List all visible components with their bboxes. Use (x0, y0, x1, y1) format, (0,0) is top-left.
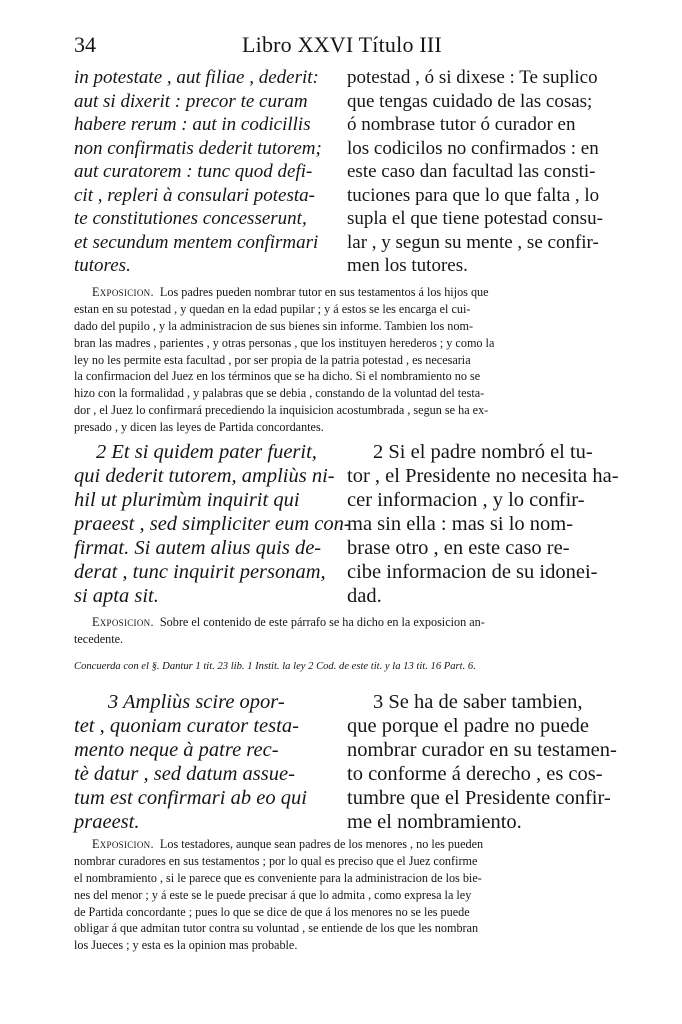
exposition-line: los Jueces ; y esta es la opinion mas probable. (74, 938, 298, 953)
exposition-line: estan en su potestad , y quedan en la edad pupilar ; y á estos se les encarga el cui- (74, 301, 471, 316)
latin-line: tutores. (74, 255, 131, 276)
latin-line: tè datur , sed datum assue- (74, 763, 295, 785)
exposition-line: el nombramiento , si le parece que es conveniente para la administracion de los bie- (74, 870, 482, 885)
exposition-line: Exposicion. Sobre el contenido de este párrafo se ha dicho en la exposicion an- (92, 615, 485, 629)
exposition-line: hizo con la formalidad , y palabras que se debia , constando de la voluntad del testa- (74, 386, 485, 401)
running-title: Libro XXVI Título III (242, 32, 442, 57)
exposition-line: tecedente. (74, 631, 124, 646)
exposition-line: la confirmacion del Juez en los términos que se ha dicho. Si el nombramiento no se (74, 369, 481, 384)
spanish-line: que porque el padre no puede (347, 715, 589, 737)
latin-column-section-3 (74, 690, 336, 834)
spanish-line: los codicilos no confirmados : en (347, 137, 599, 159)
spanish-line: cibe informacion de su idonei- (347, 561, 598, 583)
spanish-line: tumbre que el Presidente confir- (347, 787, 611, 809)
latin-line: derat , tunc inquirit personam, (74, 561, 326, 583)
exposition-section-2 (74, 614, 604, 648)
spanish-line: men los tutores. (347, 255, 468, 276)
exposition-label: Exposicion. (92, 837, 154, 851)
latin-line: in potestate , aut filiae , dederit: (74, 67, 319, 88)
latin-line: si apta sit. (74, 585, 159, 607)
concordance-note: Concuerda con el §. Dantur 1 tit. 23 lib. 1 Instit. la ley 2 Cod. de este tit. y la 13 tit. 16 Part. 6. (74, 661, 476, 672)
spanish-line: lar , y segun su mente , se confir- (347, 231, 599, 253)
exposition-section-1 (74, 284, 604, 436)
spanish-line: 3 Se ha de saber tambien, (373, 691, 583, 713)
spanish-line: nombrar curador en su testamen- (347, 739, 617, 761)
spanish-line: potestad , ó si dixese : Te suplico (347, 67, 598, 88)
exposition-line: Exposicion. Los testadores, aunque sean padres de los menores , no les pueden (92, 837, 484, 851)
exposition-line: ley no les permite esta facultad , por ser propia de la patria potestad , es necesaria (74, 352, 471, 367)
spanish-line: to conforme á derecho , es cos- (347, 763, 603, 785)
latin-line: praeest , sed simpliciter eum con- (74, 513, 351, 535)
exposition-label: Exposicion. (92, 285, 154, 299)
latin-line: te constitutiones concesserunt, (74, 208, 307, 229)
exposition-section-3 (74, 836, 604, 954)
spanish-line: que tengas cuidado de las cosas; (347, 90, 593, 112)
spanish-column-section-1 (347, 66, 607, 278)
latin-line: 2 Et si quidem pater fuerit, (96, 441, 317, 463)
exposition-label: Exposicion. (92, 615, 154, 629)
latin-line: et secundum mentem confirmari (74, 231, 319, 253)
exposition-line: de Partida concordante ; pues lo que se dice de que á los menores no se les puede (74, 904, 470, 919)
spanish-line: me el nombramiento. (347, 811, 522, 833)
latin-line: mento neque à patre rec- (74, 739, 279, 761)
latin-column-section-2 (74, 440, 351, 608)
exposition-line: Exposicion. Los padres pueden nombrar tutor en sus testamentos á los hijos que (92, 285, 489, 299)
spanish-line: tor , el Presidente no necesita ha- (347, 465, 619, 487)
latin-line: tet , quoniam curator testa- (74, 715, 299, 737)
spanish-column-section-3 (347, 690, 617, 834)
spanish-line: ma sin ella : mas si lo nom- (347, 513, 574, 535)
latin-line: hil ut plurimùm inquirit qui (74, 489, 300, 511)
latin-column-section-1 (74, 66, 336, 278)
exposition-line: bran las madres , parientes , y otras personas , que los instituyen herederos ; y como la (74, 335, 495, 350)
exposition-line: dor , el Juez lo confirmará precediendo la inquisicion acostumbrada , segun se ha ex- (74, 403, 489, 418)
latin-line: non confirmatis dederit tutorem; (74, 137, 322, 159)
latin-line: 3 Ampliùs scire opor- (108, 691, 285, 713)
latin-line: aut si dixerit : precor te curam (74, 90, 308, 112)
spanish-line: 2 Si el padre nombró el tu- (373, 441, 593, 463)
exposition-line: dado del pupilo , y la administracion de sus bienes sin informe. Tambien los nom- (74, 318, 474, 333)
exposition-line: nombrar curadores en sus testamentos ; por lo qual es preciso que el Juez confirme (74, 853, 478, 868)
spanish-line: ó nombrase tutor ó curador en (347, 114, 576, 135)
exposition-line: nes del menor ; y á este se le puede precisar á que lo admita , como expresa la ley (74, 887, 472, 902)
spanish-line: este caso dan facultad las consti- (347, 161, 596, 182)
latin-line: tum est confirmari ab eo qui (74, 787, 307, 809)
exposition-line: obligar á que admitan tutor contra su voluntad , se entiende de los que les nombran (74, 921, 479, 936)
spanish-line: supla el que tiene potestad consu- (347, 208, 603, 229)
latin-line: aut curatorem : tunc quod defi- (74, 161, 313, 182)
spanish-line: brase otro , en este caso re- (347, 537, 570, 559)
latin-line: praeest. (74, 811, 140, 833)
spanish-column-section-2 (347, 440, 619, 608)
latin-line: qui dederit tutorem, ampliùs ni- (74, 465, 335, 487)
exposition-line: presado , y dicen las leyes de Partida concordantes. (74, 420, 324, 435)
spanish-line: dad. (347, 585, 382, 607)
latin-line: habere rerum : aut in codicillis (74, 114, 311, 135)
spanish-line: cer informacion , y lo confir- (347, 489, 585, 511)
page-number: 34 (74, 32, 96, 57)
spanish-line: tuciones para que lo que falta , lo (347, 184, 600, 206)
latin-line: cit , repleri à consulari potesta- (74, 184, 315, 206)
page-header (74, 30, 614, 60)
latin-line: firmat. Si autem alius quis de- (74, 537, 322, 559)
